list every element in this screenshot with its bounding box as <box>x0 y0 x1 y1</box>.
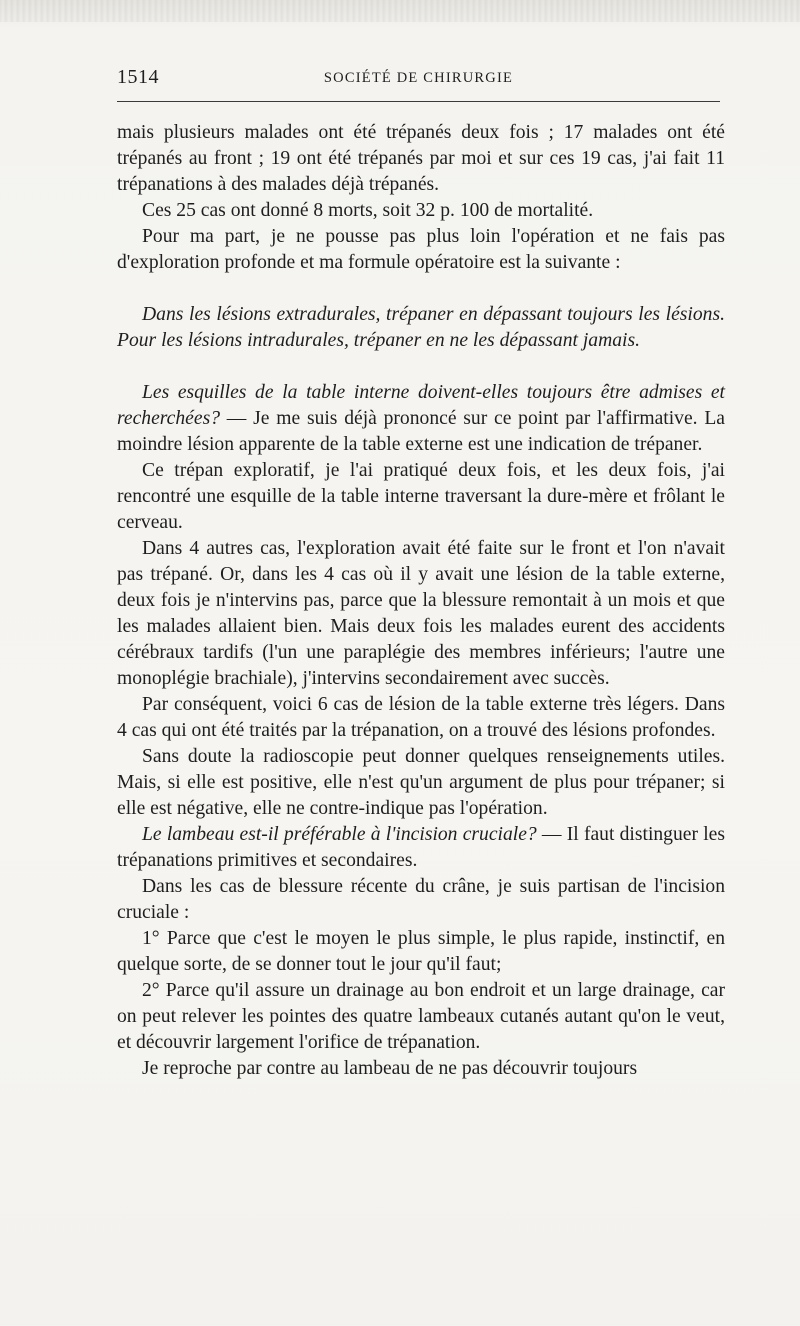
paragraph-lambeau <box>117 822 725 874</box>
paragraph-autres-cas: Dans 4 autres cas, l'exploration avait été faite sur le front et l'on n'avait pas trépané. Or, dans les 4 cas où il y avait une lésion de la table externe, deux fois je n'intervins pas, parce que la blessure remontait à un mois et que les malades allaient bien. Mais deux fois les malades eurent des accidents cérébraux tardifs (l'un une paraplégie des membres inférieurs; l'autre une monoplégie brachiale), j'intervins secondairement avec succès. <box>117 538 725 689</box>
paragraph-trepan-exploratif: Ce trépan exploratif, je l'ai pratiqué deux fois, et les deux fois, j'ai rencontré une esquille de la table interne traversant la dure-mère et frôlant le cerveau. <box>117 460 725 533</box>
paragraph-reason-1: 1° Parce que c'est le moyen le plus simple, le plus rapide, instinctif, en quelque sorte, de se donner tout le jour qu'il faut; <box>117 928 725 975</box>
question-lambeau: Le lambeau est-il préférable à l'incision cruciale? <box>142 824 537 845</box>
paragraph-consequent: Par conséquent, voici 6 cas de lésion de la table externe très légers. Dans 4 cas qui ont été traités par la trépanation, on a trouvé des lésions profondes. <box>117 694 725 741</box>
paragraph-radioscopie: Sans doute la radioscopie peut donner quelques renseignements utiles. Mais, si elle est positive, elle n'est qu'un argument de plus pour trépaner; si elle est négative, elle ne contre-indique pas l'opération. <box>117 746 725 819</box>
paragraph-continuation: mais plusieurs malades ont été trépanés deux fois ; 17 malades ont été trépanés au front ; 19 ont été trépanés par moi et sur ces 19 cas, j'ai fait 11 trépanations à des malades déjà trépanés. <box>117 122 725 195</box>
scan-edge <box>0 0 800 22</box>
page-number: 1514 <box>117 66 159 88</box>
spacer <box>117 354 725 380</box>
paragraph-reproche: Je reproche par contre au lambeau de ne pas découvrir toujours <box>142 1058 638 1079</box>
question-esquilles: Les esquilles de la table interne doivent-elles toujours être admises et recherchées? <box>117 382 725 429</box>
answer-lambeau: — Il faut distinguer les trépanations primitives et secondaires. <box>117 824 725 871</box>
paragraph-esquilles <box>117 380 725 458</box>
header-rule <box>117 101 720 102</box>
paragraph-formula-intro: Pour ma part, je ne pousse pas plus loin l'opération et ne fais pas d'exploration profonde et ma formule opératoire est la suivante : <box>117 226 725 273</box>
journal-title: SOCIÉTÉ DE CHIRURGIE <box>323 70 514 86</box>
running-head <box>117 64 720 90</box>
paragraph-mortality: Ces 25 cas ont donné 8 morts, soit 32 p. 100 de mortalité. <box>142 200 594 221</box>
body-text <box>117 120 725 1082</box>
answer-esquilles: — Je me suis déjà prononcé sur ce point par l'affirmative. La moindre lésion apparente de la table externe est une indication de trépaner. <box>117 408 725 455</box>
paragraph-formula: Dans les lésions extradurales, trépaner en dépassant toujours les lésions. Pour les lésions intradurales, trépaner en ne les dépassant jamais. <box>117 304 725 351</box>
paragraph-incision-cruciale: Dans les cas de blessure récente du crâne, je suis partisan de l'incision cruciale : <box>117 876 725 923</box>
spacer <box>117 276 725 302</box>
paragraph-reason-2: 2° Parce qu'il assure un drainage au bon endroit et un large drainage, car on peut relever les pointes des quatre lambeaux cutanés autant qu'on le veut, et découvrir largement l'orifice de trépanation. <box>117 980 725 1053</box>
